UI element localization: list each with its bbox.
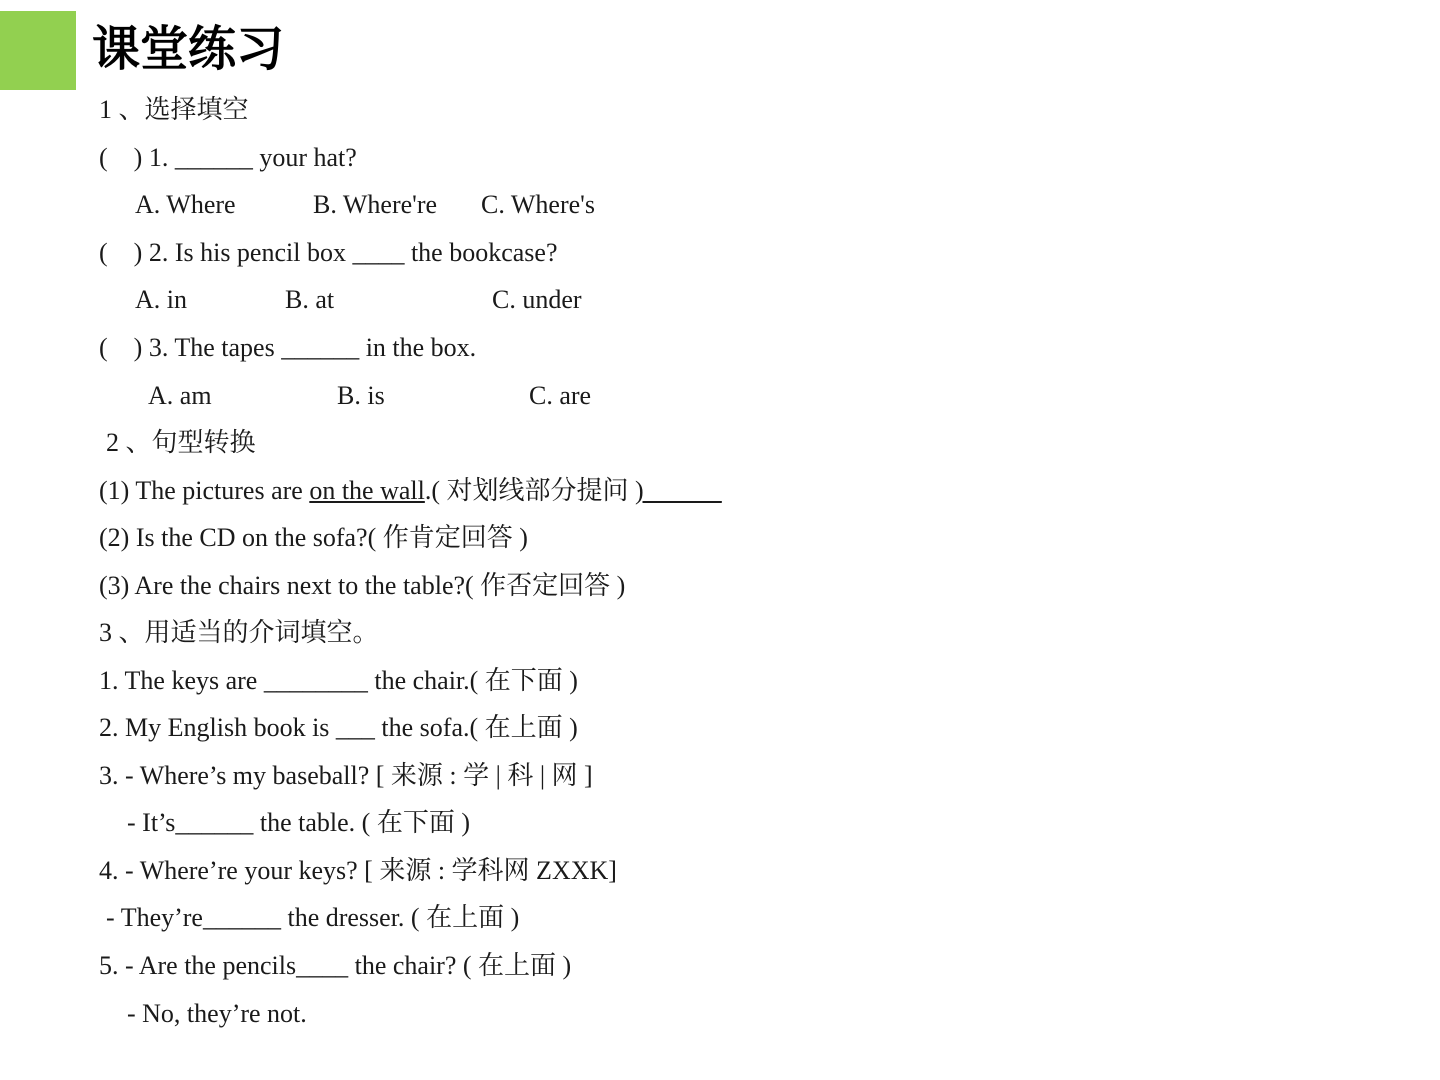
question-3-option-a: A. am [148, 381, 212, 410]
question-2-options [0, 284, 700, 316]
section-2-heading: 2 、句型转换 [106, 428, 256, 457]
question-2-option-a: A. in [135, 285, 187, 314]
section-1-heading: 1 、选择填空 [99, 95, 249, 124]
prep-item-5-answer: - No, they’re not. [127, 999, 307, 1028]
prep-item-4-question: 4. - Where’re your keys? [ 来源 : 学科网 ZXXK] [99, 856, 617, 885]
title-accent-block [0, 11, 76, 90]
prep-item-5-question: 5. - Are the pencils____ the chair? ( 在上面 ) [99, 951, 572, 980]
section-3-heading: 3 、用适当的介词填空。 [99, 618, 379, 647]
prep-item-4-answer: - They’re______ the dresser. ( 在上面 ) [106, 903, 520, 932]
underlined-phrase: on the wall [309, 476, 425, 505]
prep-item-2: 2. My English book is ___ the sofa.( 在上面 ) [99, 713, 578, 742]
prep-item-1: 1. The keys are ________ the chair.( 在下面 ) [99, 666, 578, 695]
question-2-option-c: C. under [492, 285, 582, 314]
question-3-option-b: B. is [337, 381, 385, 410]
prep-item-3-answer: - It’s______ the table. ( 在下面 ) [127, 808, 470, 837]
question-3-option-c: C. are [529, 381, 592, 410]
transform-item-2: (2) Is the CD on the sofa?( 作肯定回答 ) [99, 523, 528, 552]
question-1-option-b: B. Where're [313, 190, 438, 219]
question-1-option-a: A. Where [135, 190, 236, 219]
question-1-option-c: C. Where's [481, 190, 595, 219]
question-2-option-b: B. at [285, 285, 335, 314]
prep-item-3-question: 3. - Where’s my baseball? [ 来源 : 学 | 科 | 网 ] [99, 761, 593, 790]
answer-blank: )______ [635, 476, 722, 505]
question-3-stem: ( ) 3. The tapes ______ in the box. [99, 333, 477, 362]
slide-title: 课堂练习 [92, 21, 285, 77]
question-3-options [0, 380, 700, 412]
question-1-options [0, 189, 700, 221]
question-1-stem: ( ) 1. ______ your hat? [99, 143, 357, 172]
transform-item-1: (1) The pictures are on the wall.( 对划线部分提问 )______ [99, 476, 722, 505]
transform-item-3: (3) Are the chairs next to the table?( 作否定回答 ) [99, 571, 626, 600]
question-2-stem: ( ) 2. Is his pencil box ____ the bookcase? [99, 238, 558, 267]
